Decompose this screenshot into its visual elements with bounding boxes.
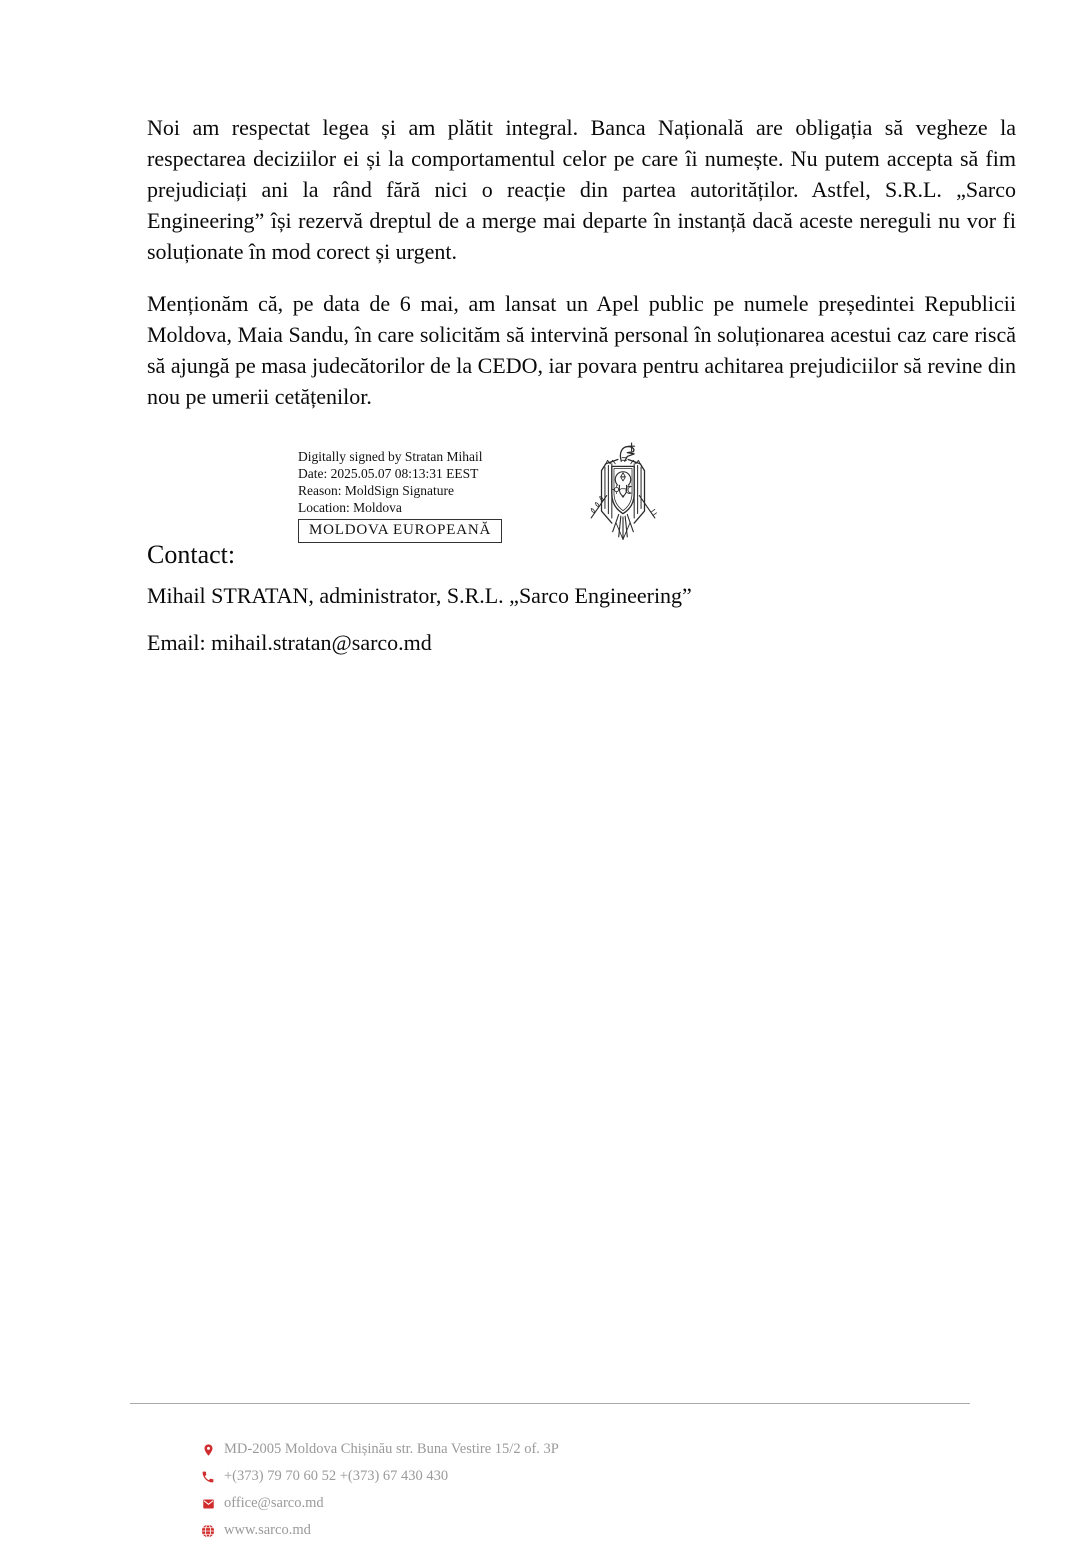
footer-phone-row xyxy=(200,1463,559,1490)
letter-body xyxy=(147,112,1016,658)
digital-signature-block xyxy=(298,448,538,543)
footer-email: office@sarco.md xyxy=(224,1495,324,1511)
globe-icon xyxy=(200,1524,216,1538)
location-pin-icon xyxy=(200,1442,216,1458)
moldova-coat-of-arms-icon xyxy=(580,440,666,546)
email-icon xyxy=(200,1498,216,1510)
signature-banner: MOLDOVA EUROPEANĂ xyxy=(298,519,502,543)
footer xyxy=(200,1436,559,1544)
footer-divider xyxy=(130,1403,970,1404)
contact-email: Email: mihail.stratan@sarco.md xyxy=(147,630,432,655)
footer-address-row xyxy=(200,1436,559,1463)
signature-signed-by: Digitally signed by Stratan Mihail xyxy=(298,449,483,464)
contact-label: Contact: xyxy=(147,540,236,569)
signature-reason: Reason: MoldSign Signature xyxy=(298,483,454,498)
paragraph-2: Menționăm că, pe data de 6 mai, am lansat un Apel public pe numele președintei Republicii Moldova, Maia Sandu, în care solicităm să intervină personal în soluționarea acestui caz care riscă să ajungă pe masa judecătorilor de la CEDO, iar povara pentru achitarea prejudiciilor să revine din nou pe umerii cetățenilor. xyxy=(147,291,1016,409)
paragraph-1: Noi am respectat legea și am plătit integral. Banca Națională are obligația să vegheze la respectarea deciziilor ei și la comportamentul celor pe care îi numește. Nu putem accepta să fim prejudiciați ani la rând fără nici o reacție din partea autorităților. Astfel, S.R.L. „Sarco Engineering” își rezervă dreptul de a merge mai departe în instanță dacă aceste nereguli nu vor fi soluționate în mod corect și urgent. xyxy=(147,115,1016,264)
contact-person: Mihail STRATAN, administrator, S.R.L. „Sarco Engineering” xyxy=(147,583,692,608)
signature-area xyxy=(147,446,1016,570)
footer-phone: +(373) 79 70 60 52 +(373) 67 430 430 xyxy=(224,1468,449,1484)
footer-website-row xyxy=(200,1517,559,1544)
signature-date: Date: 2025.05.07 08:13:31 EEST xyxy=(298,466,479,481)
footer-email-row xyxy=(200,1490,559,1517)
footer-website: www.sarco.md xyxy=(224,1522,311,1538)
signature-location: Location: Moldova xyxy=(298,500,402,515)
phone-icon xyxy=(200,1470,216,1484)
footer-address: MD-2005 Moldova Chișinău str. Buna Vestire 15/2 of. 3P xyxy=(224,1441,559,1457)
